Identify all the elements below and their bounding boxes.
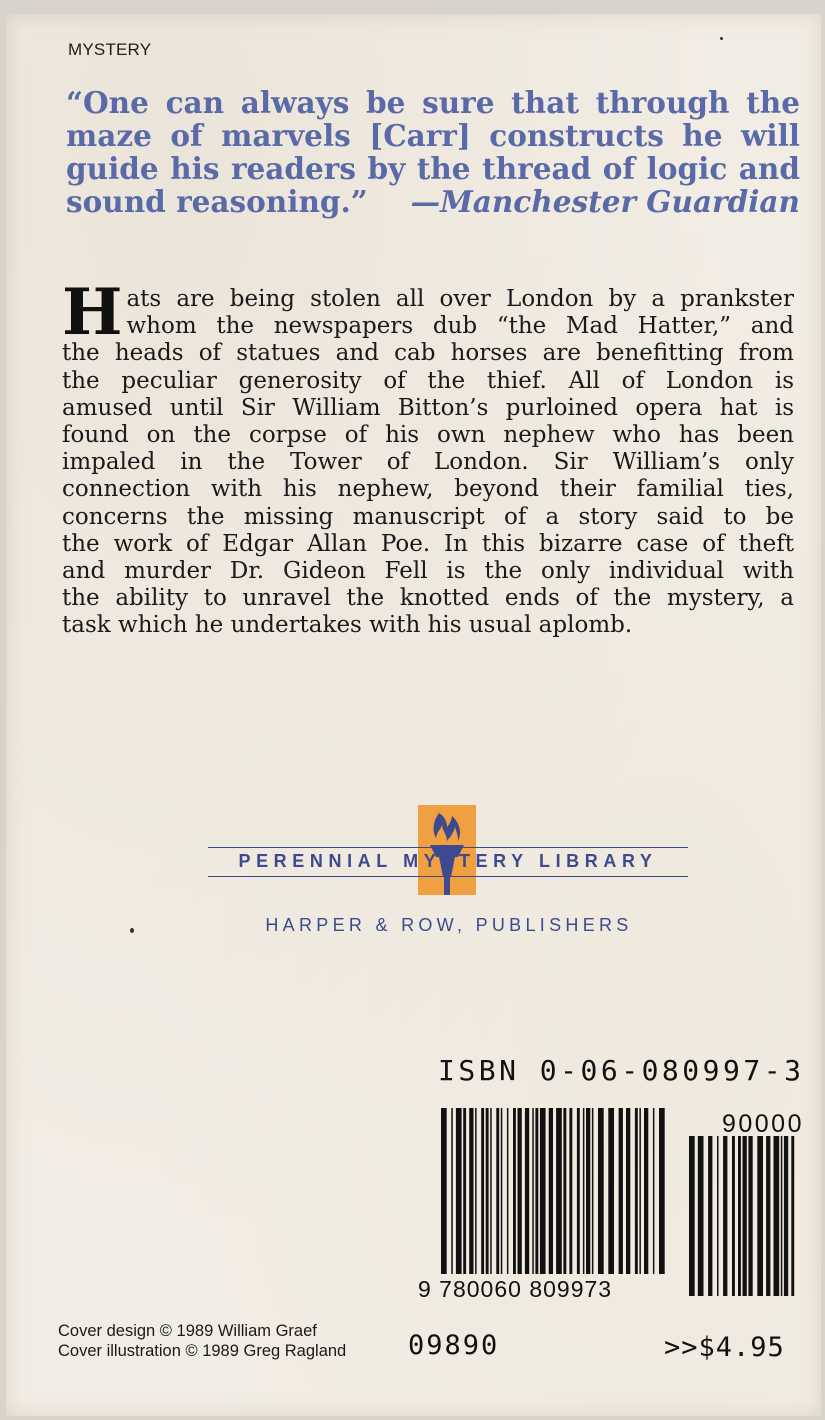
- review-quote: [66, 86, 800, 218]
- blurb-line: impaled in the Tower of London. Sir William’s only: [62, 449, 794, 476]
- cover-illustration-credit: Cover illustration © 1989 Greg Ragland: [58, 1342, 347, 1360]
- book-blurb: [62, 275, 794, 640]
- barcode-bar: [451, 1108, 453, 1274]
- drop-cap: H: [62, 275, 123, 350]
- torch-icon: [418, 805, 476, 895]
- cover-design-credit: Cover design © 1989 William Graef: [58, 1322, 317, 1340]
- barcode-bar: [540, 1108, 546, 1274]
- ean-barcode: [441, 1108, 665, 1274]
- quote-line: sound reasoning.”: [66, 184, 368, 219]
- barcode-bar: [626, 1108, 630, 1274]
- barcode-bar: [644, 1108, 648, 1274]
- barcode-bar: [463, 1108, 466, 1274]
- blurb-line: the peculiar generosity of the thief. All of London is: [62, 367, 794, 394]
- barcode-bar: [583, 1108, 585, 1274]
- series-name: PERENNIAL MYSTERY LIBRARY: [238, 851, 658, 871]
- isbn-number: ISBN 0-06-080997-3: [438, 1054, 805, 1087]
- quote-line: “One can always be sure that through the: [66, 85, 800, 120]
- barcode-addon-digits: 90000: [721, 1110, 804, 1138]
- genre-label: MYSTERY: [68, 40, 152, 59]
- divider: [208, 847, 688, 848]
- barcode-bar: [635, 1108, 638, 1274]
- catalog-code: 09890: [408, 1330, 500, 1361]
- barcode-digits: 9 780060 809973: [418, 1276, 613, 1302]
- barcode-bar: [592, 1108, 594, 1274]
- barcode-bar: [577, 1108, 580, 1274]
- barcode-bar: [791, 1136, 794, 1296]
- divider: [208, 876, 688, 877]
- addon-barcode: [689, 1136, 794, 1296]
- barcode-bar: [586, 1108, 590, 1274]
- barcode-bar: [475, 1108, 477, 1274]
- barcode-bar: [469, 1108, 473, 1274]
- barcode-bar: [598, 1108, 604, 1274]
- barcode-bar: [525, 1108, 529, 1274]
- barcode-bar: [781, 1136, 783, 1296]
- barcode-bar: [784, 1136, 788, 1296]
- blurb-line: task which he undertakes with his usual aplomb.: [62, 612, 633, 639]
- barcode-bar: [717, 1136, 719, 1296]
- blurb-line: whom the newspapers dub “the Mad Hatter,” and: [126, 313, 794, 340]
- barcode-bar: [698, 1136, 704, 1296]
- barcode-bar: [556, 1108, 562, 1274]
- barcode-bar: [532, 1108, 534, 1274]
- barcode-bar: [496, 1108, 499, 1274]
- barcode-bar: [766, 1136, 770, 1296]
- quote-line: guide his readers by the thread of logic and: [66, 151, 800, 186]
- speck: [720, 37, 723, 40]
- barcode-bar: [723, 1136, 727, 1296]
- quote-line: maze of marvels [Carr] constructs he will: [66, 118, 800, 153]
- speck: [130, 928, 134, 933]
- barcode-bar: [748, 1136, 752, 1296]
- blurb-line: the heads of statues and cab horses are benefitting from: [62, 340, 794, 367]
- barcode-bar: [456, 1108, 462, 1274]
- barcode-bar: [535, 1108, 538, 1274]
- barcode-bar: [486, 1108, 489, 1274]
- barcode-bar: [501, 1108, 503, 1274]
- barcode-bar: [708, 1136, 712, 1296]
- blurb-line: amused until Sir William Bitton’s purloined opera hat is: [62, 394, 794, 421]
- barcode-bar: [639, 1108, 641, 1274]
- blurb-line: found on the corpse of his own nephew who has been: [62, 422, 794, 449]
- barcode-bar: [490, 1108, 492, 1274]
- barcode-bar: [653, 1108, 655, 1274]
- barcode-bar: [563, 1108, 566, 1274]
- barcode-bar: [441, 1108, 447, 1274]
- barcode-bar: [569, 1108, 572, 1274]
- blurb-line: concerns the missing manuscript of a story said to be: [62, 503, 794, 530]
- barcode-bar: [507, 1108, 509, 1274]
- barcode-bar: [774, 1136, 780, 1296]
- blurb-line: the work of Edgar Allan Poe. In this bizarre case of theft: [62, 530, 794, 557]
- barcode-bar: [738, 1136, 741, 1296]
- barcode-bar: [608, 1108, 614, 1274]
- barcode-bar: [518, 1108, 522, 1274]
- barcode-bar: [743, 1136, 747, 1296]
- blurb-line: the ability to unravel the knotted ends of the mystery, a: [62, 585, 794, 612]
- blurb-line: ats are being stolen all over London by a prankster: [126, 286, 794, 312]
- publisher-name: HARPER & ROW, PUBLISHERS: [265, 915, 633, 935]
- barcode-bar: [732, 1136, 735, 1296]
- barcode-bar: [659, 1108, 665, 1274]
- blurb-line: and murder Dr. Gideon Fell is the only individual with: [62, 558, 794, 585]
- blurb-line: connection with his nephew, beyond their familial ties,: [62, 476, 794, 503]
- barcode-bar: [513, 1108, 516, 1274]
- price: >>$4.95: [664, 1332, 785, 1363]
- quote-attribution: —Manchester Guardian: [410, 184, 800, 219]
- barcode-bar: [549, 1108, 553, 1274]
- barcode-bar: [757, 1136, 763, 1296]
- barcode-bar: [689, 1136, 695, 1296]
- barcode-bar: [481, 1108, 484, 1274]
- barcode-bar: [619, 1108, 623, 1274]
- quote-last-line: [66, 185, 800, 218]
